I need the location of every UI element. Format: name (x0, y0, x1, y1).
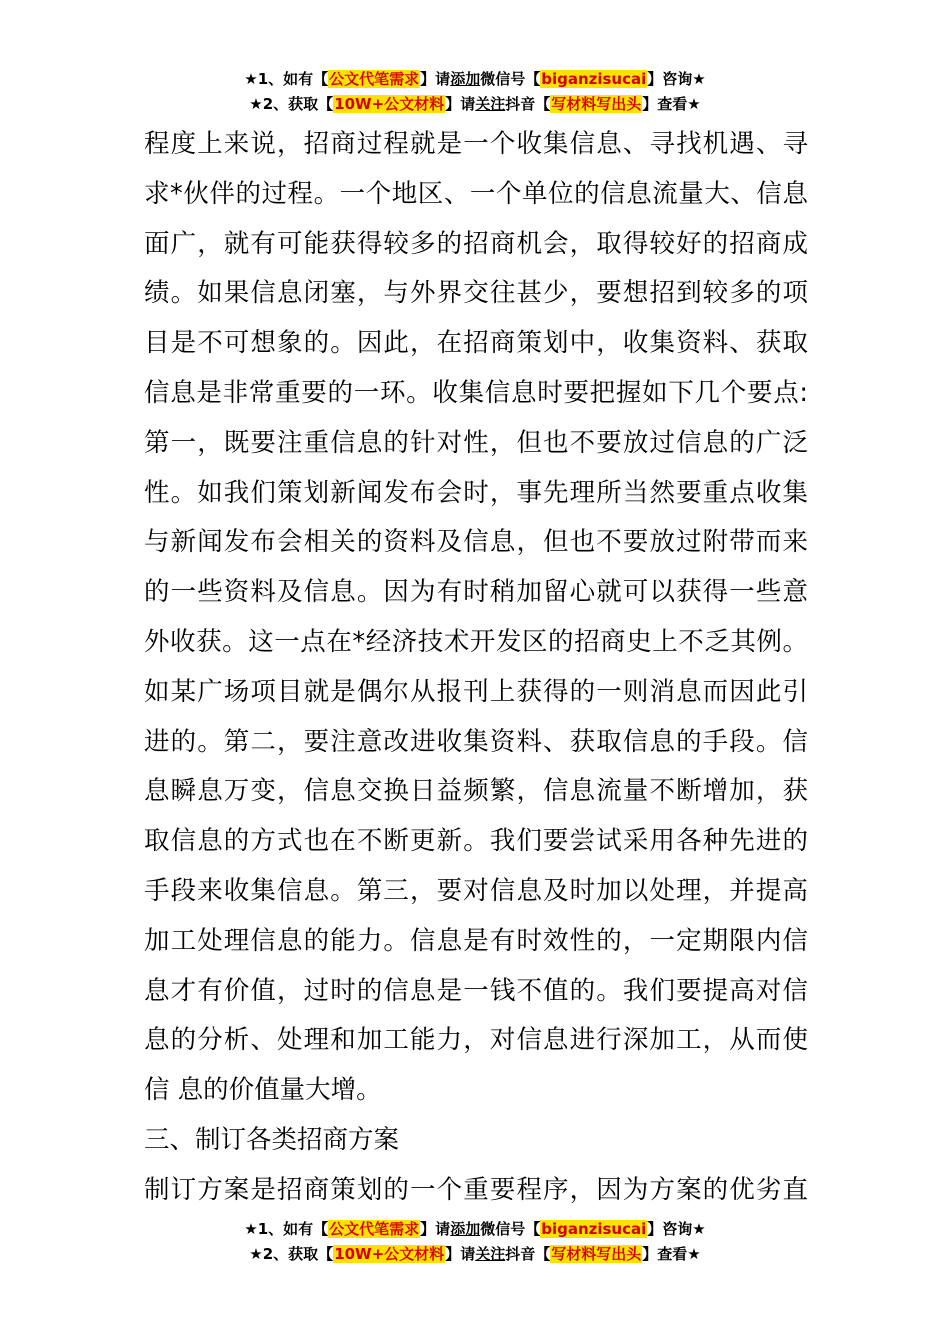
body-line: 信 息的价值量大增。 (144, 1075, 382, 1106)
body-line: 程度上来说，招商过程就是一个收集信息、寻找机遇、寻 (144, 129, 808, 159)
body-line: 取信息的方式也在不断更新。我们要尝试采用各种先进的 (144, 826, 808, 857)
body-line: 外收获。这一点在*经济技术开发区的招商史上不乏其例。 (144, 626, 808, 657)
body-line: 进的。第二，要注意改进收集资料、获取信息的手段。信 (144, 726, 808, 757)
banner-line-2 (0, 1242, 950, 1267)
body-line: 加工处理信息的能力。信息是有时效性的，一定期限内信 (144, 925, 808, 956)
body-line: 制订方案是招商策划的一个重要程序，因为方案的优劣直 (144, 1174, 808, 1205)
banner-text: ★2、获取【 (249, 1245, 334, 1263)
banner-text: 】请 (445, 95, 476, 113)
banner-text: 微信号【 (480, 1220, 541, 1238)
body-line: 与新闻发布会相关的资料及信息，但也不要放过附带而来 (144, 527, 808, 558)
banner-highlight: 公文代笔需求 (329, 1220, 420, 1238)
banner-text: 抖音【 (505, 95, 551, 113)
banner-text: 】请 (445, 1245, 476, 1263)
banner-highlight: 10W+公文材料 (334, 1245, 445, 1263)
banner-text: 】请 (420, 70, 451, 88)
banner-text: ★1、如有【 (244, 70, 329, 88)
banner-text: 】请 (420, 1220, 451, 1238)
body-line: 绩。如果信息闭塞，与外界交往甚少，要想招到较多的项 (144, 278, 808, 309)
banner-text: 】咨询★ (647, 70, 706, 88)
banner-line-2 (0, 92, 950, 117)
banner-highlight: biganzisucai (541, 70, 647, 88)
banner-underline: 关注 (475, 95, 506, 113)
banner-text: 】查看★ (642, 95, 701, 113)
banner-line-1 (0, 67, 950, 92)
footer-banner (0, 1217, 950, 1267)
banner-text: 】咨询★ (647, 1220, 706, 1238)
document-body (144, 120, 808, 1216)
banner-text: 抖音【 (505, 1245, 551, 1263)
body-line: 性。如我们策划新闻发布会时，事先理所当然要重点收集 (144, 477, 808, 508)
header-banner (0, 67, 950, 117)
body-line: 息的分析、处理和加工能力，对信息进行深加工，从而使 (144, 1025, 808, 1056)
banner-line-1 (0, 1217, 950, 1242)
banner-highlight: 10W+公文材料 (334, 95, 445, 113)
banner-underline: 关注 (475, 1245, 506, 1263)
banner-text: ★1、如有【 (244, 1220, 329, 1238)
banner-highlight: 写材料写出头 (551, 95, 642, 113)
banner-highlight: 公文代笔需求 (329, 70, 420, 88)
banner-underline: 添加 (450, 1220, 481, 1238)
body-line: 面广，就有可能获得较多的招商机会，取得较好的招商成 (144, 228, 808, 259)
body-line: 息才有价值，过时的信息是一钱不值的。我们要提高对信 (144, 975, 808, 1006)
body-line: 信息是非常重要的一环。收集信息时要把握如下几个要点: (144, 377, 808, 408)
banner-text: 】查看★ (642, 1245, 701, 1263)
body-line: 如某广场项目就是偶尔从报刊上获得的一则消息而因此引 (144, 676, 808, 707)
banner-underline: 添加 (450, 70, 481, 88)
banner-text: 微信号【 (480, 70, 541, 88)
section-heading: 三、制订各类招商方案 (144, 1124, 400, 1155)
body-line: 的一些资料及信息。因为有时稍加留心就可以获得一些意 (144, 577, 808, 608)
body-line: 第一，既要注重信息的针对性，但也不要放过信息的广泛 (144, 427, 808, 458)
banner-highlight: 写材料写出头 (551, 1245, 642, 1263)
body-line: 手段来收集信息。第三，要对信息及时加以处理，并提高 (144, 875, 808, 906)
body-line: 息瞬息万变，信息交换日益频繁，信息流量不断增加，获 (144, 776, 808, 807)
banner-text: ★2、获取【 (249, 95, 334, 113)
body-line: 求*伙伴的过程。一个地区、一个单位的信息流量大、信息 (144, 178, 808, 209)
banner-highlight: biganzisucai (541, 1220, 647, 1238)
body-line: 目是不可想象的。因此，在招商策划中，收集资料、获取 (144, 328, 808, 359)
